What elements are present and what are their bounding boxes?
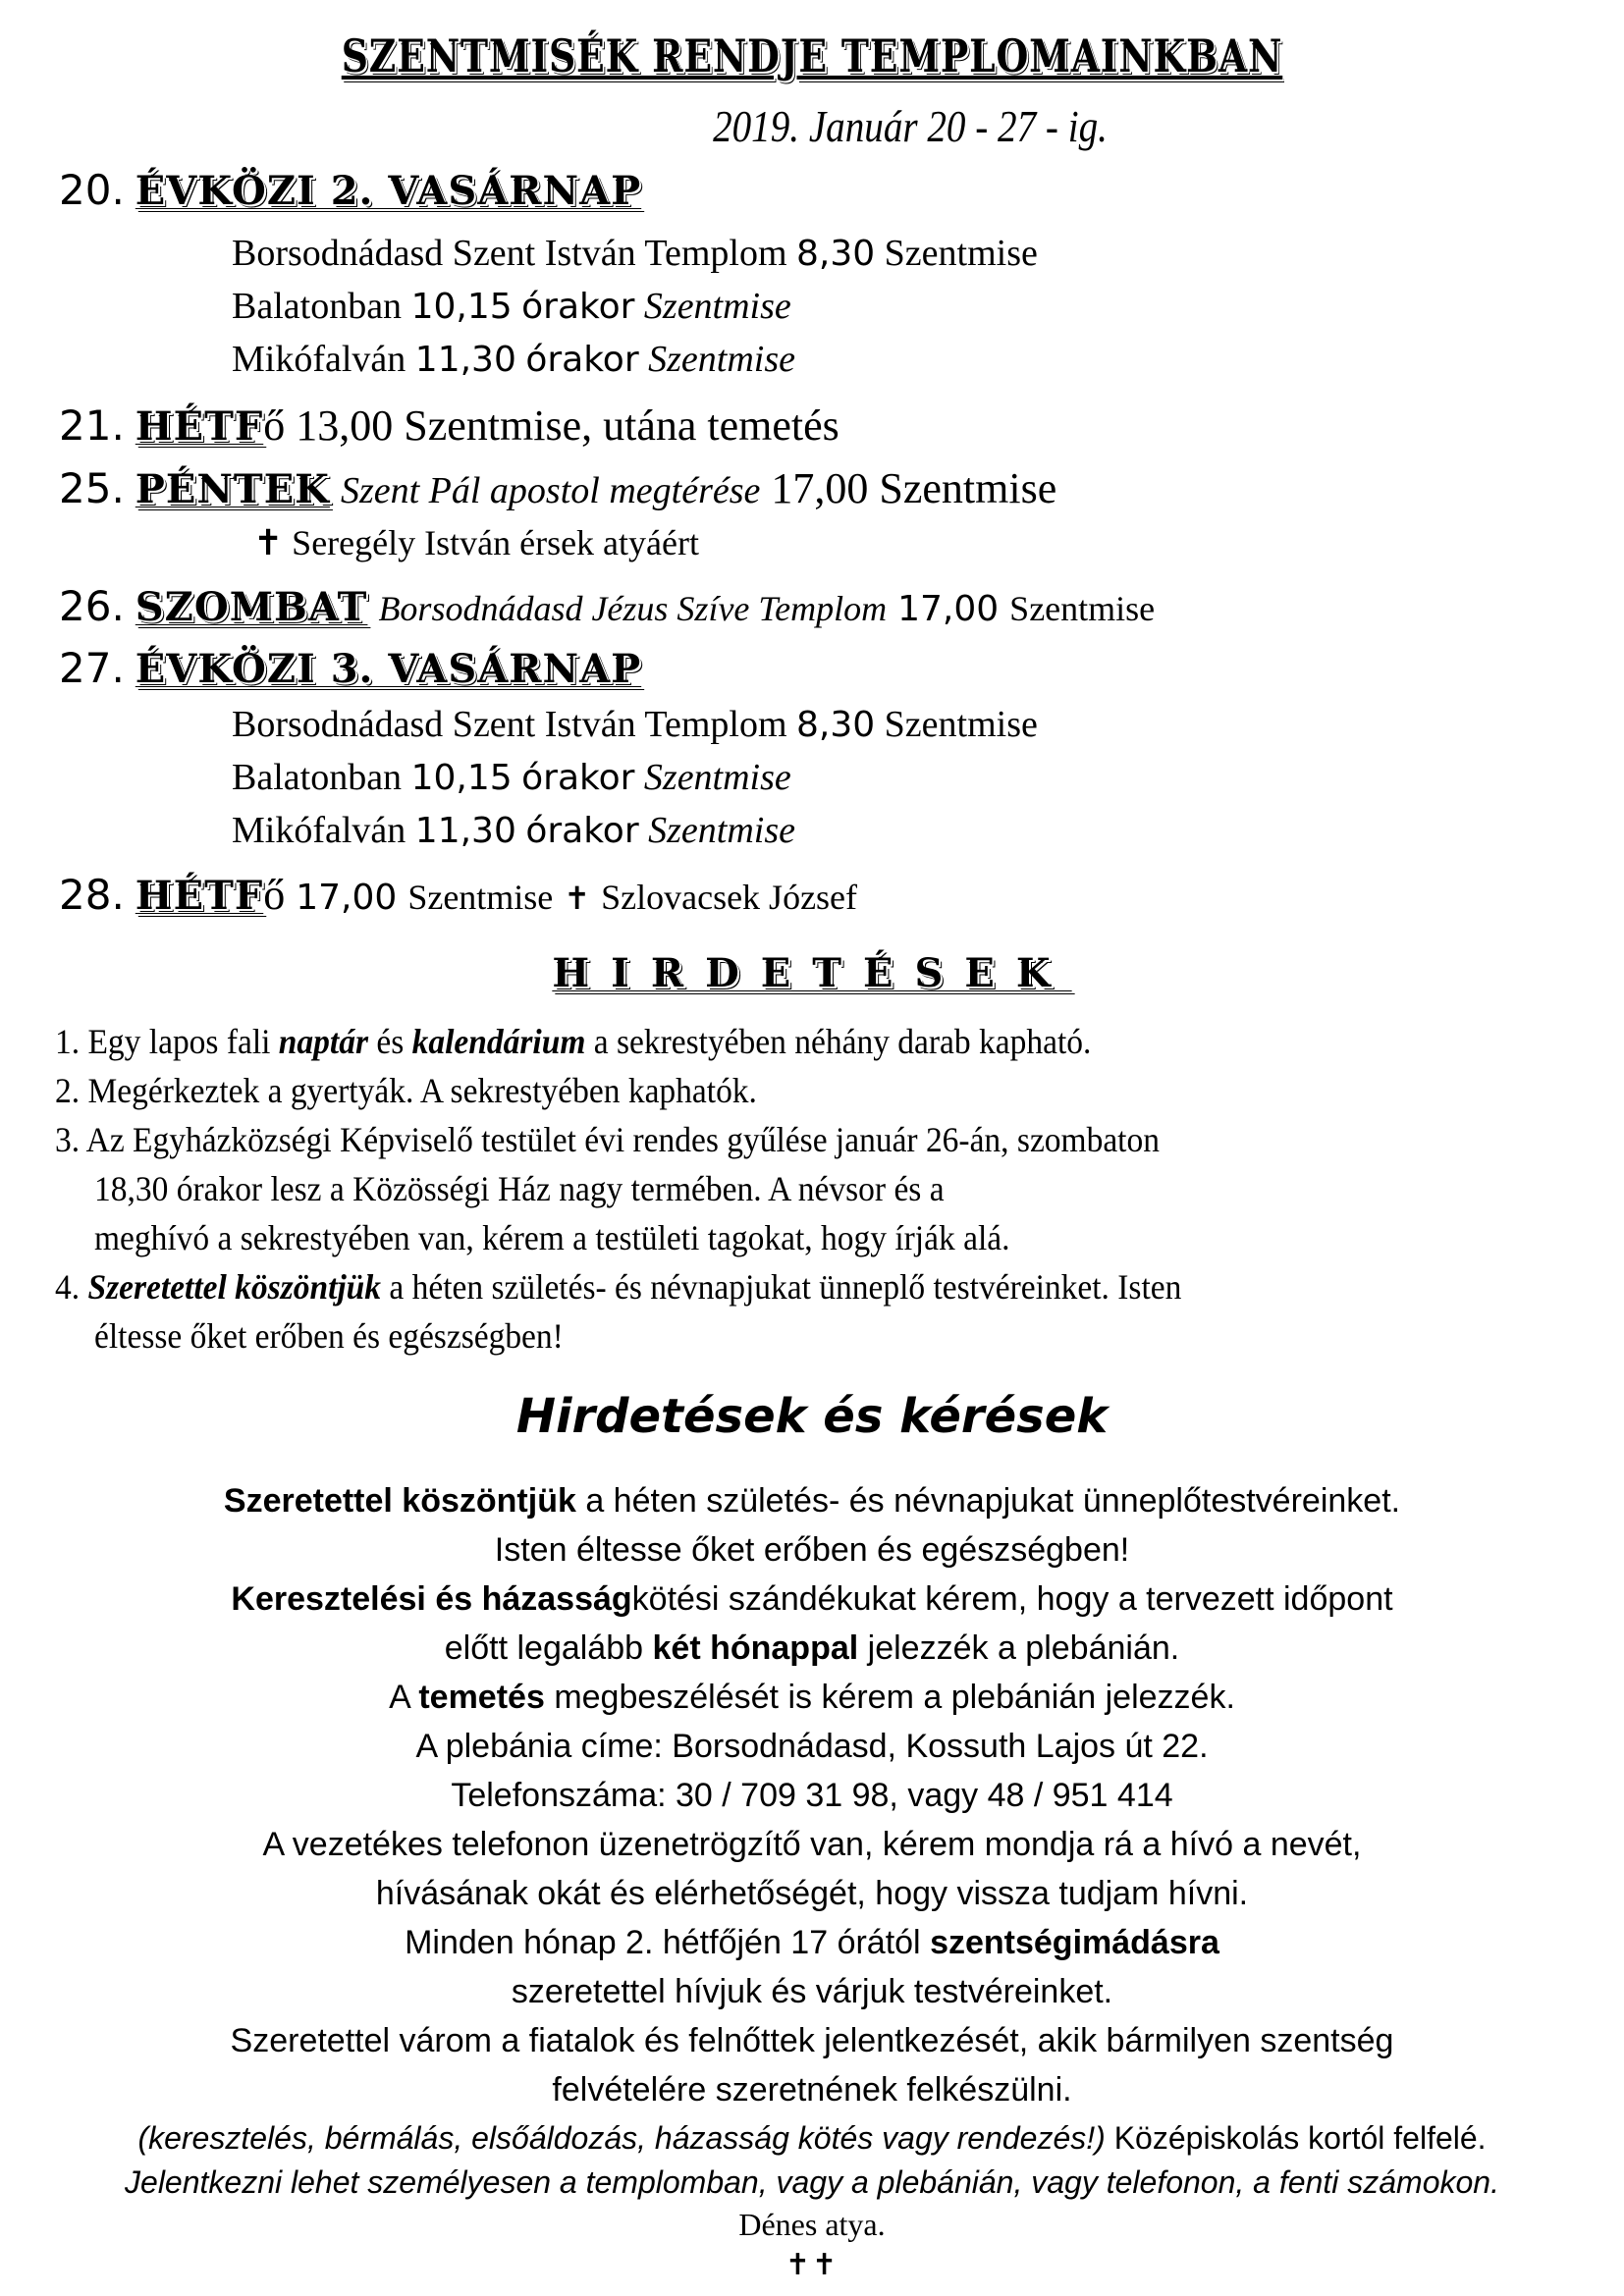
requests-line <box>0 1924 1624 1962</box>
day-name: PÉNTEK <box>135 466 330 512</box>
intention-text: Szlovacsek József <box>601 878 858 917</box>
cross-icon: ✝ <box>564 880 591 917</box>
announcement-item-2 <box>55 1070 757 1111</box>
schedule-day-21 <box>59 400 839 451</box>
parish-address: A plebánia címe: Borsodnádasd, Kossuth Lajos út 22. <box>415 1728 1209 1765</box>
requests-line: A vezetékes telefonon üzenetrögzítő van, kérem mondja rá a hívó a nevét, <box>262 1826 1362 1863</box>
requests-title: Hirdetések és kérések <box>515 1389 1109 1444</box>
announcement-item-1 <box>55 1021 1091 1062</box>
requests-line <box>0 1679 1624 1717</box>
day-text: 13,00 Szentmise, utána temetés <box>296 401 839 450</box>
requests-bold: szentségimádásra <box>930 1924 1219 1961</box>
mass-time: 11,30 <box>414 811 516 851</box>
mass-suffix: órakor <box>521 758 635 798</box>
mass-label: Szentmise <box>648 810 796 851</box>
requests-line: Jelentkezni lehet személyesen a templomban, vagy a plebánián, vagy telefonon, a fenti számokon. <box>125 2164 1499 2200</box>
item-number: 4. <box>55 1267 81 1307</box>
mass-time: 17,00 <box>296 878 398 918</box>
day-name-tail: ő <box>263 871 286 919</box>
requests-text: jelezzék a plebánián. <box>867 1629 1180 1667</box>
day-number: 25. <box>59 464 125 512</box>
feast-name: Szent Pál apostol megtérése <box>340 470 761 511</box>
parish-phone: Telefonszáma: 30 / 709 31 98, vagy 48 / 951 414 <box>451 1777 1173 1814</box>
requests-bold: Keresztelési és házasság <box>231 1580 632 1618</box>
mass-label: Szentmise <box>884 233 1038 274</box>
requests-text: Minden hónap 2. hétfőjén 17 órától <box>405 1924 921 1961</box>
mass-line <box>232 756 791 799</box>
day-name: HÉTF <box>135 873 264 919</box>
day-number: 28. <box>59 871 125 919</box>
schedule-day-25 <box>59 463 1056 513</box>
mass-line <box>232 703 1038 746</box>
requests-text: előtt legalább <box>444 1629 644 1667</box>
day-name-tail: ő <box>263 401 286 450</box>
requests-bold: két hónappal <box>652 1629 859 1667</box>
requests-line <box>0 2120 1624 2157</box>
double-cross-icon: ✝✝ <box>785 2248 839 2282</box>
announcements-title: HIRDETÉSEK <box>552 950 1072 996</box>
item-emphasis: kalendárium <box>411 1022 586 1061</box>
requests-line: szeretettel hívjuk és várjuk testvéreinket. <box>511 1973 1113 2010</box>
mass-label: Szentmise <box>643 286 791 327</box>
announcement-item-3-line3: meghívó a sekrestyében van, kérem a testületi tagokat, hogy írják alá. <box>94 1218 1010 1257</box>
mass-time: 17,00 <box>771 464 869 512</box>
mass-label: Szentmise <box>643 757 791 798</box>
item-emphasis: Szeretettel köszöntjük <box>87 1267 382 1307</box>
mass-label: Szentmise <box>879 464 1057 512</box>
mass-place: Balatonban <box>232 757 403 798</box>
item-number: 2. <box>55 1071 81 1110</box>
requests-line: Isten éltesse őket erőben és egészségben! <box>494 1531 1130 1569</box>
day-number: 27. <box>59 644 125 692</box>
announcement-item-3-line2: 18,30 órakor lesz a Közösségi Ház nagy termében. A névsor és a <box>94 1169 945 1208</box>
item-text: Egy lapos fali <box>87 1022 271 1061</box>
day-name: HÉTF <box>135 403 264 450</box>
mass-line <box>232 809 795 852</box>
requests-line <box>0 1482 1624 1521</box>
requests-text: kötési szándékukat kérem, hogy a tervezett időpont <box>631 1580 1393 1618</box>
requests-line: Szeretettel várom a fiatalok és felnőttek jelentkezését, akik bármilyen szentség <box>230 2022 1394 2059</box>
requests-text: A <box>389 1679 409 1716</box>
announcement-item-4 <box>55 1266 1181 1308</box>
mass-place: Borsodnádasd Szent István Templom <box>232 233 787 274</box>
mass-time: 11,30 <box>414 340 516 380</box>
item-text: Megérkeztek a gyertyák. A sekrestyében kaphatók. <box>87 1071 757 1110</box>
signature: Dénes atya. <box>738 2207 886 2242</box>
day-name: ÉVKÖZI 2. VASÁRNAP <box>135 168 642 214</box>
mass-time: 8,30 <box>796 234 876 274</box>
day-number: 20. <box>59 166 125 214</box>
item-number: 1. <box>55 1022 81 1061</box>
requests-line <box>0 1580 1624 1619</box>
day-name: ÉVKÖZI 3. VASÁRNAP <box>135 646 642 692</box>
date-range: 2019. Január 20 - 27 - ig. <box>713 101 1108 151</box>
requests-bold: temetés <box>418 1679 545 1716</box>
mass-suffix: órakor <box>521 287 635 327</box>
requests-line: felvételére szeretnének felkészülni. <box>552 2071 1072 2109</box>
schedule-day-28 <box>59 870 857 920</box>
mass-time: 8,30 <box>796 705 876 745</box>
mass-time: 17,00 <box>897 589 1000 629</box>
church-name: Borsodnádasd Jézus Szíve Templom <box>378 589 888 628</box>
cross-icon: ✝ <box>253 523 284 563</box>
mass-place: Mikófalván <box>232 810 406 851</box>
schedule-day-27 <box>59 643 641 693</box>
mass-place: Mikófalván <box>232 339 406 380</box>
announcement-item-3 <box>55 1119 1160 1160</box>
mass-line <box>232 285 791 328</box>
intention-line <box>253 522 699 563</box>
item-emphasis: naptár <box>278 1022 368 1061</box>
requests-text: Középiskolás kortól felfelé. <box>1113 2120 1487 2156</box>
mass-time: 10,15 <box>410 287 513 327</box>
mass-place: Borsodnádasd Szent István Templom <box>232 704 787 745</box>
requests-text: megbeszélését is kérem a plebánián jelezzék. <box>554 1679 1235 1716</box>
mass-label: Szentmise <box>884 704 1038 745</box>
mass-suffix: órakor <box>525 811 639 851</box>
schedule-day-26 <box>59 581 1155 631</box>
mass-suffix: órakor <box>525 340 639 380</box>
schedule-day-20 <box>59 165 641 215</box>
announcement-item-4-line2: éltesse őket erőben és egészségben! <box>94 1316 564 1356</box>
requests-line: hívásának okát és elérhetőségét, hogy vissza tudjam hívni. <box>375 1875 1249 1912</box>
mass-place: Balatonban <box>232 286 403 327</box>
requests-line <box>0 1629 1624 1668</box>
requests-text: a héten születés- és névnapjukat ünneplőtestvéreinket. <box>585 1482 1401 1520</box>
day-name: SZOMBAT <box>135 584 368 630</box>
page-title: SZENTMISÉK RENDJE TEMPLOMAINKBAN <box>341 29 1283 82</box>
item-number: 3. <box>55 1120 81 1159</box>
day-number: 21. <box>59 401 125 450</box>
mass-line <box>232 232 1038 275</box>
item-text: a sekrestyében néhány darab kapható. <box>593 1022 1092 1061</box>
item-text: és <box>376 1022 405 1061</box>
mass-label: Szentmise <box>648 339 796 380</box>
day-number: 26. <box>59 582 125 630</box>
requests-bold: Szeretettel köszöntjük <box>223 1482 576 1520</box>
item-text: a héten születés- és névnapjukat ünneplő testvéreinket. Isten <box>389 1267 1182 1307</box>
intention-text: Seregély István érsek atyáért <box>292 523 699 562</box>
requests-italic: (keresztelés, bérmálás, elsőáldozás, házasság kötés vagy rendezés!) <box>137 2120 1106 2156</box>
item-text: Az Egyházközségi Képviselő testület évi rendes gyűlése január 26-án, szombaton <box>85 1120 1160 1159</box>
mass-line <box>232 338 795 381</box>
mass-label: Szentmise <box>1009 589 1156 628</box>
mass-label: Szentmise <box>407 878 554 917</box>
mass-time: 10,15 <box>410 758 513 798</box>
